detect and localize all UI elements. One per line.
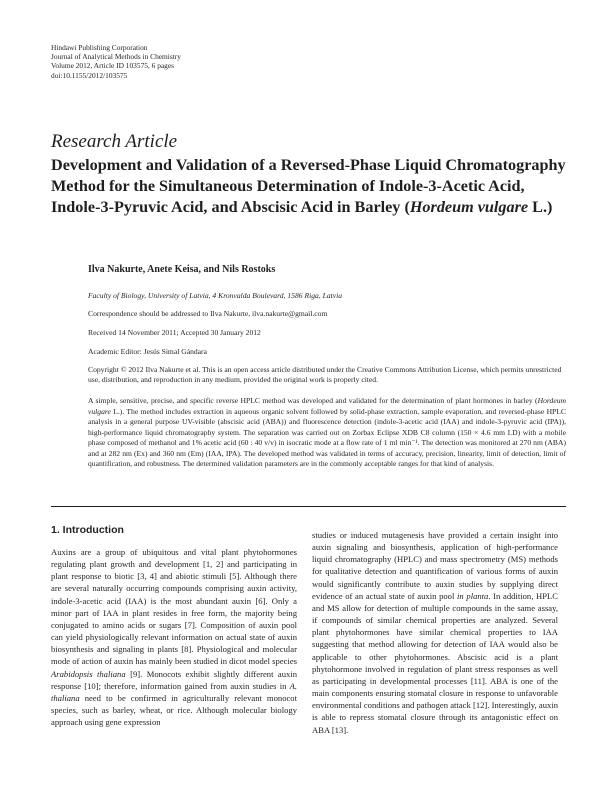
left-column xyxy=(51,524,297,728)
authors: Ilva Nakurte, Anete Keisa, and Nils Rostoks xyxy=(88,264,276,275)
introduction-paragraph-left xyxy=(51,546,297,728)
abstract-species: Hordeum vulgare xyxy=(88,396,566,416)
volume-info: Volume 2012, Article ID 103575, 6 pages xyxy=(51,61,175,71)
doi: doi:10.1155/2012/103575 xyxy=(51,70,128,80)
publisher-name: Hindawi Publishing Corporation xyxy=(51,43,148,52)
intro-right-in-planta: in planta xyxy=(457,590,489,601)
received-dates: Received 14 November 2011; Accepted 30 January 2012 xyxy=(88,328,261,337)
abstract-part1: A simple, sensitive, precise, and specific reverse HPLC method was developed and validated for the determination of plant hormones in barley ( xyxy=(88,396,538,405)
academic-editor: Academic Editor: Jesús Simal Gándara xyxy=(88,347,207,356)
abstract-part2: L.). The method includes extraction in aqueous organic solvent followed by solid-phase extraction, sample evaporation, and reversed-phase HPLC analysis in a general purpose UV-visible (abscisic acid (ABA)) and fluorescence detection (indole-3-acetic acid (IAA) and indole-3-pyruvic acid (IPA)), high-performance liquid chromatography system. The separation was carried out on Zorbax Eclipse XDB C8 column (150 × 4.6 mm I.D) with a mobile phase composed of methanol and 1% acetic acid (60 : 40 v/v) in isocratic mode at a flow rate of 1 ml min⁻¹. The detection was monitored at 270 nm (ABA) and at 282 nm (Ex) and 360 nm (Em) (IAA, IPA). The developed method was validated in terms of accuracy, precision, linearity, limit of detection, limit of quantification, and robustness. The determined validation parameters are in the commonly acceptable ranges for that kind of analysis. xyxy=(88,406,566,469)
correspondence: Correspondence should be addressed to Ilva Nakurte, ilva.nakurte@gmail.com xyxy=(88,309,328,318)
paper-title xyxy=(51,155,566,218)
intro-left-species-1: Arabidopsis thaliana xyxy=(51,668,126,679)
right-column xyxy=(312,529,558,736)
affiliation: Faculty of Biology, University of Latvia, 4 Kronvalda Boulevard, 1586 Riga, Latvia xyxy=(88,291,343,300)
section-divider xyxy=(51,506,566,507)
title-species: Hordeum vulgare xyxy=(409,198,529,216)
intro-left-c: need to be confirmed in agriculturally relevant monocot species, such as barley, wheat, or rice. Although molecular biology approach using gene expression xyxy=(51,692,297,728)
journal-name: Journal of Analytical Methods in Chemistry xyxy=(51,52,181,62)
title-suffix: L.) xyxy=(528,198,553,216)
intro-left-a: Auxins are a group of ubiquitous and vital plant phytohormones regulating plant growth and development [1, 2] and participating in plant response to biotic [3, 4] and abiotic stimuli [5]. Although there are several naturally occurring compounds comprising auxin activity, indole-3-acetic acid (IAA) is the most abundant auxin [6]. Only a minor part of IAA in plant resides in free form, the majority being conjugated to amino acids or sugars [7]. Composition of auxin pool can yield physiologically relevant information on actual state of auxin biosynthesis and signaling in plants [8]. Physiological and molecular mode of action of auxin has mainly been studied in dicot model species xyxy=(51,547,297,667)
intro-right-a: studies or induced mutagenesis have provided a certain insight into auxin signaling and biosynthesis, application of high-performance liquid chromatography (HPLC) and mass spectrometry (MS) methods for qualitative detection and quantification of various forms of auxin would significantly contribute to auxin studies by supplying direct evidence of an actual state of auxin pool xyxy=(312,530,558,601)
introduction-heading: 1. Introduction xyxy=(51,524,124,536)
publication-info xyxy=(51,43,181,80)
introduction-paragraph-right xyxy=(312,529,558,736)
article-type: Research Article xyxy=(51,131,178,152)
intro-right-b: . In addition, HPLC and MS allow for detection of multiple compounds in the same assay, if compounds of similar chemical properties are analyzed. Several plant phytohormones have similar chemical properties to IAA suggesting that method allowing for detection of IAA would also be applicable to other phytohormones. Abscisic acid is a plant phytohormone involved in regulation of plant stress responses as well as participating in developmental processes [11]. ABA is one of the main components ensuring stomatal closure in response to unfavorable environmental conditions and pathogen attack [12]. Interestingly, auxin is able to repress stomatal closure through its antagonistic effect on ABA [13]. xyxy=(312,590,558,735)
intro-left-b: [9]. Monocots exhibit slightly different auxin response [10]; therefore, information gained from auxin studies in xyxy=(51,668,298,691)
intro-left-species-2: A. thaliana xyxy=(51,680,297,703)
copyright-notice: Copyright © 2012 Ilva Nakurte et al. This is an open access article distributed under the Creative Commons Attribution License, which permits unrestricted use, distribution, and reproduction in any medium, provided the original work is properly cited. xyxy=(88,365,562,384)
abstract xyxy=(88,396,566,470)
title-main: Development and Validation of a Reversed-Phase Liquid Chromatography Method for the Simultaneous Determination of Indole-3-Acetic Acid, Indole-3-Pyruvic Acid, and Abscisic Acid in Barley ( xyxy=(51,156,566,216)
